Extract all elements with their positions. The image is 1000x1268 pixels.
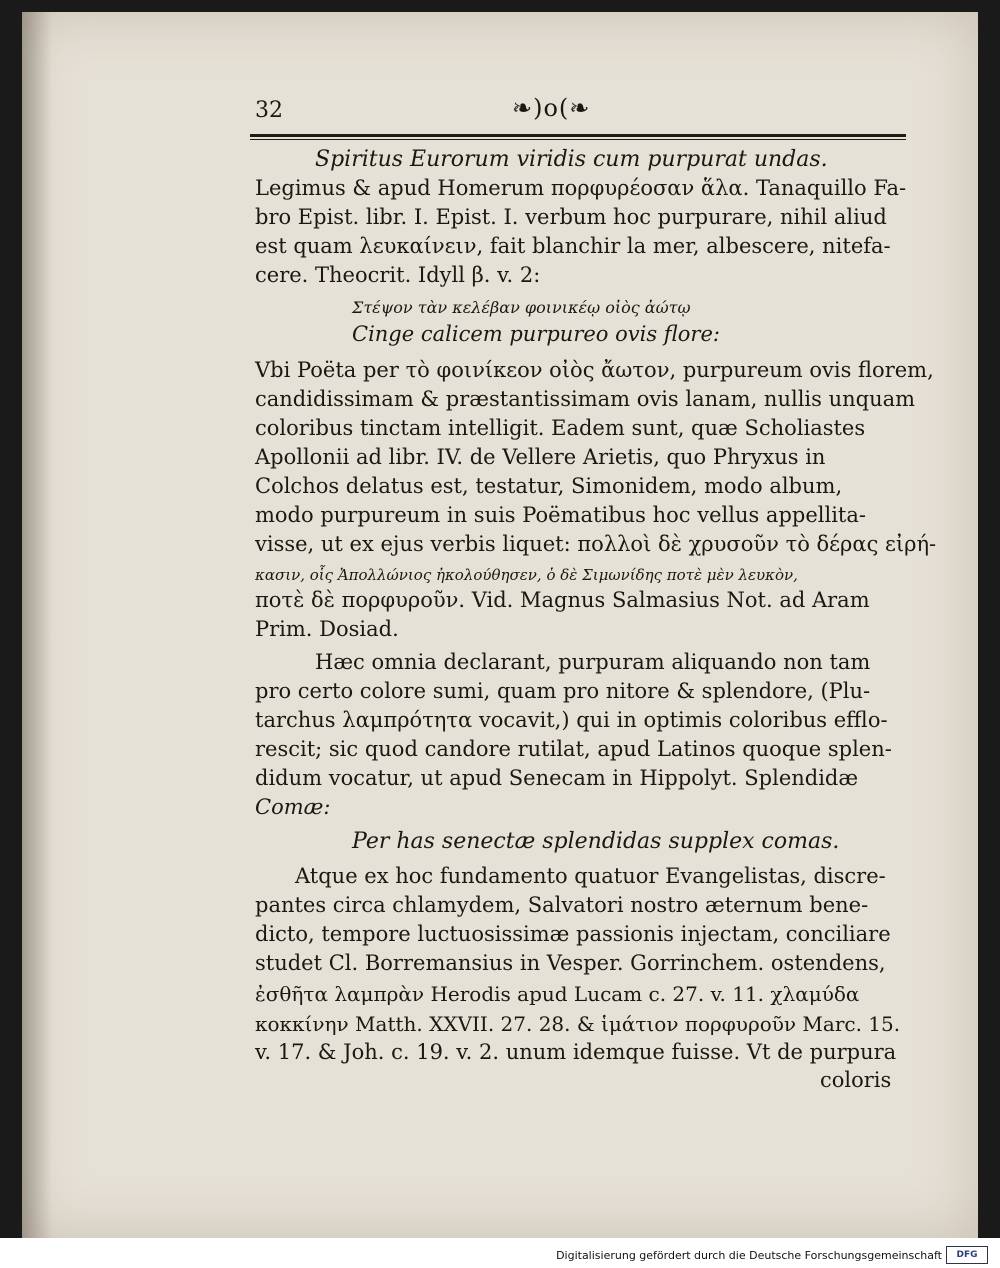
- text-line: pro certo colore sumi, quam pro nitore & splendore, (Plu-: [255, 679, 871, 703]
- text-line: Prim. Dosiad.: [255, 617, 399, 641]
- page-number: 32: [255, 98, 283, 123]
- text-line: est quam λευκαίνειν, fait blanchir la mer, albescere, nitefa-: [255, 234, 891, 258]
- verse-line: Per has senectæ splendidas supplex comas.: [352, 829, 840, 854]
- text-line: κοκκίνην Matth. XXVII. 27. 28. & ἱμάτιον πορφυροῦν Marc. 15.: [255, 1012, 901, 1036]
- text-line: bro Epist. libr. I. Epist. I. verbum hoc purpurare, nihil aliud: [255, 205, 887, 229]
- catchword: coloris: [820, 1068, 892, 1092]
- footer-credit: Digitalisierung gefördert durch die Deutsche Forschungsgemeinschaft: [556, 1249, 942, 1262]
- text-line: dicto, tempore luctuosissimæ passionis injectam, conciliare: [255, 922, 891, 946]
- greek-verse-line: Στέψον τὰν κελέβαν φοινικέῳ οἰὸς ἀώτῳ: [352, 298, 691, 317]
- header-rule-thin: [250, 139, 906, 140]
- text-line: candidissimam & præstantissimam ovis lanam, nullis unquam: [255, 387, 916, 411]
- text-line: rescit; sic quod candore rutilat, apud Latinos quoque splen-: [255, 737, 892, 761]
- text-line: visse, ut ex ejus verbis liquet: πολλοὶ δὲ χρυσοῦν τὸ δέρας εἰρή-: [255, 532, 937, 556]
- dfg-logo: DFG: [946, 1246, 988, 1264]
- text-line: Hæc omnia declarant, purpuram aliquando non tam: [315, 650, 871, 674]
- text-line: didum vocatur, ut apud Senecam in Hippolyt. Splendidæ: [255, 766, 859, 790]
- verse-line: Spiritus Eurorum viridis cum purpurat undas.: [315, 147, 828, 172]
- text-line: cere. Theocrit. Idyll β. v. 2:: [255, 263, 541, 287]
- text-line: modo purpureum in suis Poëmatibus hoc vellus appellita-: [255, 503, 866, 527]
- text-line: Atque ex hoc fundamento quatuor Evangelistas, discre-: [295, 864, 886, 888]
- text-line: tarchus λαμπρότητα vocavit,) qui in optimis coloribus efflo-: [255, 708, 888, 732]
- text-line: coloribus tinctam intelligit. Eadem sunt, quæ Scholiastes: [255, 416, 866, 440]
- text-line: ἐσθῆτα λαμπρὰν Herodis apud Lucam c. 27. v. 11. χλαμύδα: [255, 982, 860, 1006]
- header-rule: [250, 134, 906, 137]
- text-line: studet Cl. Borremansius in Vesper. Gorrinchem. ostendens,: [255, 951, 886, 975]
- text-line: Comæ:: [255, 795, 331, 819]
- text-line: Vbi Poëta per τὸ φοινίκεον οἰὸς ἄωτον, purpureum ovis florem,: [255, 358, 934, 382]
- header-ornament: ❧)o(❧: [512, 94, 591, 122]
- text-line: Legimus & apud Homerum πορφυρέοσαν ἅλα. Tanaquillo Fa-: [255, 176, 907, 200]
- text-line: pantes circa chlamydem, Salvatori nostro æternum bene-: [255, 893, 869, 917]
- greek-text-line: κασιν, οἷς Ἀπολλώνιος ἠκολούθησεν, ὁ δὲ Σιμωνίδης ποτὲ μὲν λευκὸν,: [255, 566, 798, 584]
- text-line: Colchos delatus est, testatur, Simonidem, modo album,: [255, 474, 843, 498]
- text-line: Apollonii ad libr. IV. de Vellere Arietis, quo Phryxus in: [255, 445, 826, 469]
- binding-shadow: [22, 12, 52, 1238]
- verse-line: Cinge calicem purpureo ovis flore:: [352, 322, 720, 346]
- text-line: ποτὲ δὲ πορφυροῦν. Vid. Magnus Salmasius Not. ad Aram: [255, 588, 870, 612]
- text-line: v. 17. & Joh. c. 19. v. 2. unum idemque fuisse. Vt de purpura: [255, 1040, 897, 1064]
